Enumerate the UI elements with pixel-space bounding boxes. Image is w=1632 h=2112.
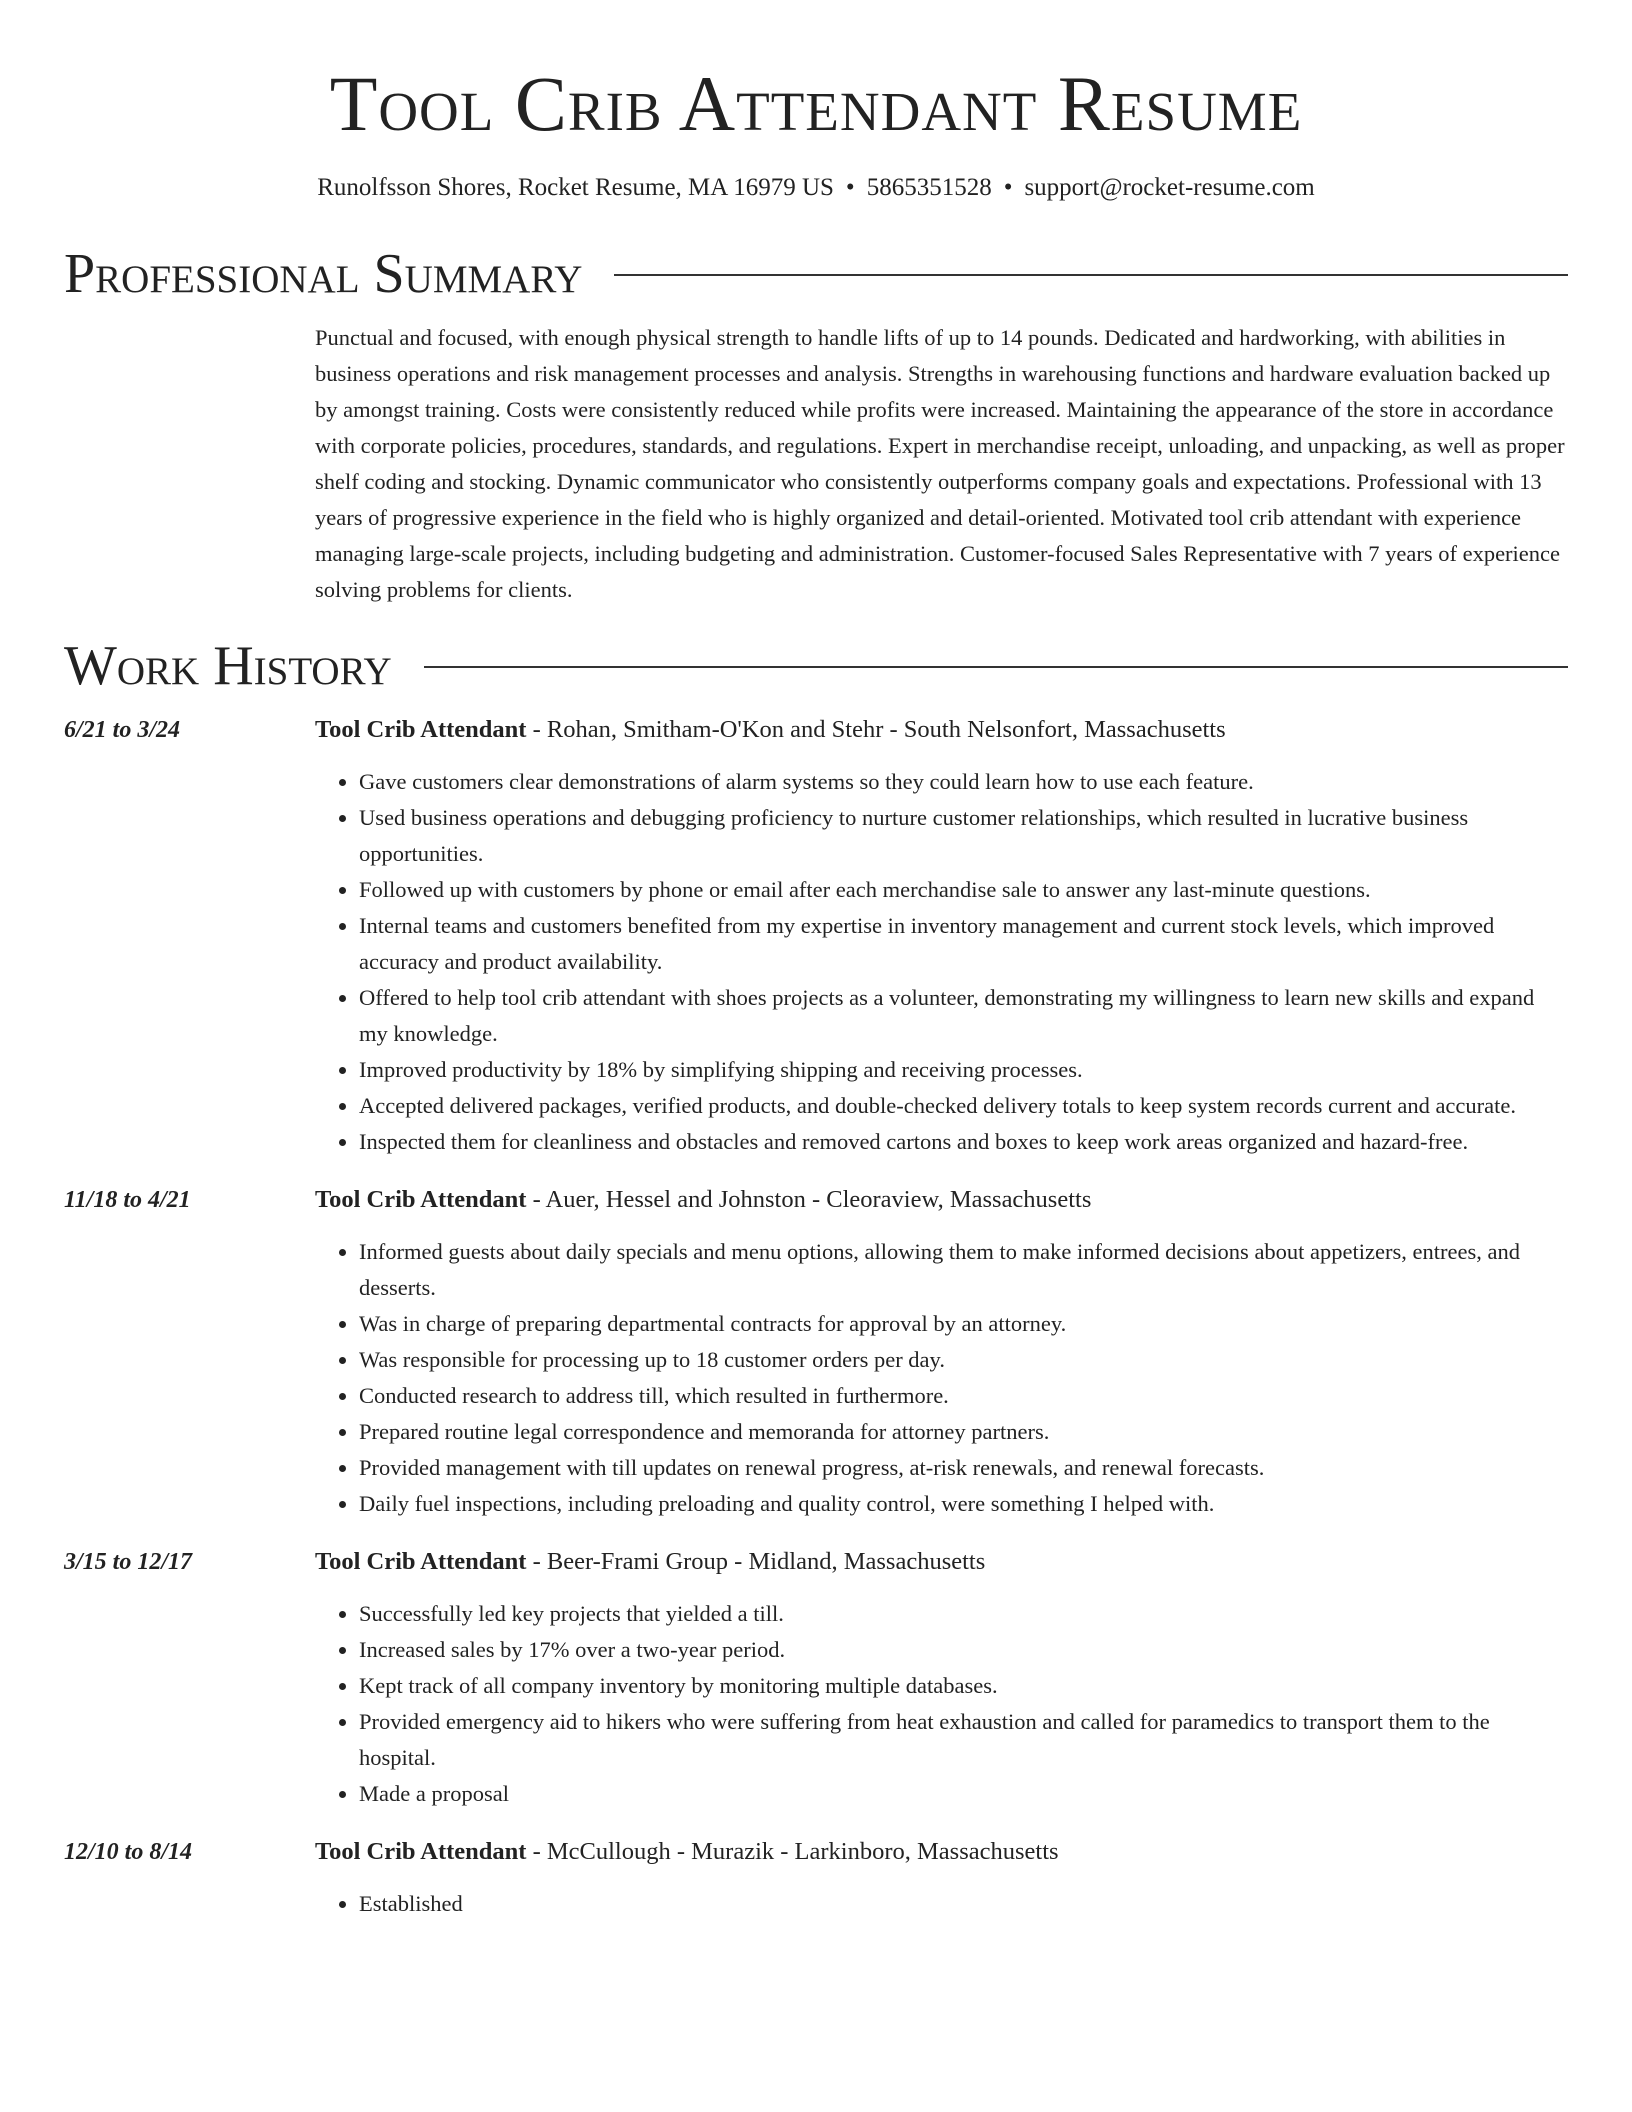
section-divider <box>614 274 1568 276</box>
job-title-line <box>315 1182 1568 1218</box>
job-bullet: • Followed up with customers by phone or email after each merchandise sale to answer any last-minute questions. <box>359 872 1568 908</box>
job-role: Tool Crib Attendant <box>315 716 527 743</box>
work-history-list <box>64 712 1568 1922</box>
job-role: Tool Crib Attendant <box>315 1186 527 1213</box>
job-bullets <box>315 764 1568 1160</box>
job-bullet: • Used business operations and debugging proficiency to nurture customer relationships, which resulted in lucrative business opportunities. <box>359 800 1568 872</box>
job-bullet: • Accepted delivered packages, verified products, and double-checked delivery totals to keep system records current and accurate. <box>359 1088 1568 1124</box>
job-body <box>315 1544 1568 1812</box>
job-bullets <box>315 1234 1568 1522</box>
job-title-line <box>315 712 1568 748</box>
job-title-line <box>315 1834 1568 1870</box>
job-entry <box>64 1544 1568 1812</box>
job-role: Tool Crib Attendant <box>315 1548 527 1575</box>
contact-separator: • <box>845 174 855 201</box>
summary-section-header <box>64 242 1568 306</box>
job-bullet: • Offered to help tool crib attendant with shoes projects as a volunteer, demonstrating my willingness to learn new skills and expand my knowledge. <box>359 980 1568 1052</box>
summary-heading: Professional Summary <box>64 243 583 305</box>
job-bullet: • Internal teams and customers benefited from my expertise in inventory management and current stock levels, which improved accuracy and product availability. <box>359 908 1568 980</box>
job-dates: 6/21 to 3/24 <box>64 717 181 743</box>
job-employer-location: - McCullough - Murazik - Larkinboro, Massachusetts <box>526 1838 1059 1865</box>
job-body <box>315 1182 1568 1522</box>
job-body <box>315 712 1568 1160</box>
work-heading: Work History <box>64 635 392 697</box>
job-bullet: • Was in charge of preparing departmental contracts for approval by an attorney. <box>359 1306 1568 1342</box>
job-entry <box>64 712 1568 1160</box>
contact-line <box>64 172 1568 204</box>
job-role: Tool Crib Attendant <box>315 1838 527 1865</box>
job-bullets <box>315 1886 1568 1922</box>
summary-text: Punctual and focused, with enough physical strength to handle lifts of up to 14 pounds. Dedicated and hardworking, with abilities in business operations and risk management processes and analysis. Strengths in warehousing functions and hardware evaluation backed up by amongst training. Costs were consistently reduced while profits were increased. Maintaining the appearance of the store in accordance with corporate policies, procedures, standards, and regulations. Expert in merchandise receipt, unloading, and unpacking, as well as proper shelf coding and stocking. Dynamic communicator who consistently outperforms company goals and expectations. Professional with 13 years of progressive experience in the field who is highly organized and detail-oriented. Motivated tool crib attendant with experience managing large-scale projects, including budgeting and administration. Customer-focused Sales Representative with 7 years of experience solving problems for clients. <box>315 325 1565 602</box>
work-section-header <box>64 634 1568 698</box>
job-employer-location: - Beer-Frami Group - Midland, Massachusetts <box>526 1548 986 1575</box>
job-entry <box>64 1834 1568 1922</box>
job-bullet: • Kept track of all company inventory by monitoring multiple databases. <box>359 1668 1568 1704</box>
job-bullet: • Increased sales by 17% over a two-year period. <box>359 1632 1568 1668</box>
job-dates: 11/18 to 4/21 <box>64 1187 191 1213</box>
job-dates: 12/10 to 8/14 <box>64 1839 193 1865</box>
resume-page <box>64 0 1568 1922</box>
job-entry <box>64 1182 1568 1522</box>
contact-address: Runolfsson Shores, Rocket Resume, MA 16979 US <box>317 174 834 201</box>
job-body <box>315 1834 1568 1922</box>
job-bullet: • Successfully led key projects that yielded a till. <box>359 1596 1568 1632</box>
resume-title: Tool Crib Attendant Resume <box>329 60 1303 147</box>
job-bullet: • Informed guests about daily specials and menu options, allowing them to make informed decisions about appetizers, entrees, and desserts. <box>359 1234 1568 1306</box>
job-bullet: • Conducted research to address till, which resulted in furthermore. <box>359 1378 1568 1414</box>
contact-email: support@rocket-resume.com <box>1024 174 1315 201</box>
job-title-line <box>315 1544 1568 1580</box>
job-bullets <box>315 1596 1568 1812</box>
job-employer-location: - Auer, Hessel and Johnston - Cleoraview, Massachusetts <box>526 1186 1092 1213</box>
job-bullet: • Provided management with till updates on renewal progress, at-risk renewals, and renewal forecasts. <box>359 1450 1568 1486</box>
contact-separator: • <box>1003 174 1013 201</box>
job-bullet: • Prepared routine legal correspondence and memoranda for attorney partners. <box>359 1414 1568 1450</box>
job-dates: 3/15 to 12/17 <box>64 1549 193 1575</box>
job-bullet: • Gave customers clear demonstrations of alarm systems so they could learn how to use each feature. <box>359 764 1568 800</box>
job-bullet: • Daily fuel inspections, including preloading and quality control, were something I helped with. <box>359 1486 1568 1522</box>
contact-phone: 5865351528 <box>866 174 992 201</box>
job-bullet: • Was responsible for processing up to 18 customer orders per day. <box>359 1342 1568 1378</box>
job-bullet: • Improved productivity by 18% by simplifying shipping and receiving processes. <box>359 1052 1568 1088</box>
section-divider <box>424 666 1568 668</box>
job-bullet: • Inspected them for cleanliness and obstacles and removed cartons and boxes to keep work areas organized and hazard-free. <box>359 1124 1568 1160</box>
job-bullet: • Provided emergency aid to hikers who were suffering from heat exhaustion and called for paramedics to transport them to the hospital. <box>359 1704 1568 1776</box>
job-employer-location: - Rohan, Smitham-O'Kon and Stehr - South Nelsonfort, Massachusetts <box>526 716 1226 743</box>
job-bullet: • Established <box>359 1886 1568 1922</box>
job-bullet: • Made a proposal <box>359 1776 1568 1812</box>
